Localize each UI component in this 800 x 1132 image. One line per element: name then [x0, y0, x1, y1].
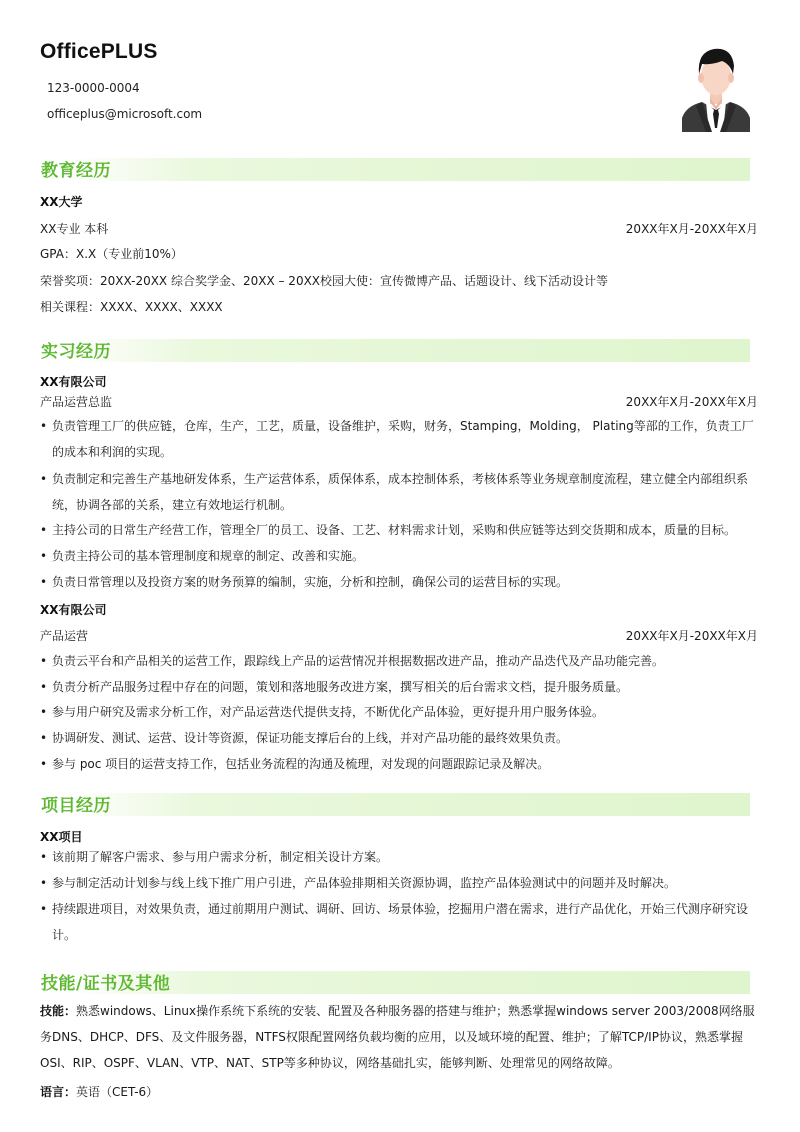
job-bullet: • 负责主持公司的基本管理制度和规章的制定、改善和实施。	[40, 543, 765, 569]
project-section-header	[40, 793, 750, 816]
job-bullet: • 负责管理工厂的供应链，仓库，生产，工艺，质量，设备维护，采购，财务，Stamping，Molding， Plating等部的工作，负责工厂的成本和利润的实现。	[40, 413, 765, 465]
job-bullet: • 主持公司的日常生产经营工作，管理全厂的员工、设备、工艺、材料需求计划，采购和供应链等达到交货期和成本，质量的目标。	[40, 517, 765, 543]
job-role: 产品运营总监	[40, 395, 113, 409]
project-title: 项目经历	[41, 796, 111, 816]
job-bullet: • 负责云平台和产品相关的运营工作，跟踪线上产品的运营情况并根据数据改进产品，推动产品迭代及产品功能完善。	[40, 648, 765, 674]
skills-label: 技能：	[40, 1004, 77, 1018]
project-bullet: • 持续跟进项目，对效果负责，通过前期用户测试、调研、回访、场景体验，挖掘用户潜在需求，进行产品优化，开始三代测序研究设计。	[40, 896, 765, 948]
education-title: 教育经历	[41, 161, 111, 181]
job-bullet: • 协调研发、测试、运营、设计等资源，保证功能支撑后台的上线，并对产品功能的最终效果负责。	[40, 725, 765, 751]
company-name: XX有限公司	[40, 603, 107, 617]
job-bullet: • 参与 poc 项目的运营支持工作，包括业务流程的沟通及梳理，对发现的问题跟踪记录及解决。	[40, 751, 765, 777]
skills-paragraph	[40, 998, 760, 1076]
resume-header	[40, 40, 760, 140]
honors: 荣誉奖项：20XX-20XX 综合奖学金、20XX – 20XX校园大使：宣传微博产品、话题设计、线下活动设计等	[40, 274, 609, 288]
project-bullet: • 参与制定活动计划参与线上线下推广用户引进，产品体验排期相关资源协调，监控产品体验测试中的问题并及时解决。	[40, 870, 765, 896]
language-label: 语言：	[40, 1085, 77, 1099]
gpa: GPA：X.X（专业前10%）	[40, 247, 183, 261]
job-bullet: • 负责日常管理以及投资方案的财务预算的编制，实施，分析和控制，确保公司的运营目标的实现。	[40, 569, 765, 595]
language-line	[40, 1083, 158, 1100]
avatar	[682, 40, 750, 132]
email-address: officeplus@microsoft.com	[47, 107, 203, 121]
job-date: 20XX年X月-20XX年X月	[625, 395, 758, 409]
language-text: 英语（CET-6）	[76, 1085, 159, 1099]
courses: 相关课程：XXXX、XXXX、XXXX	[40, 300, 223, 314]
job-date: 20XX年X月-20XX年X月	[625, 629, 758, 643]
school-name: XX大学	[40, 195, 83, 209]
education-section-header	[40, 158, 750, 181]
job-role: 产品运营	[40, 629, 89, 643]
skills-text: 熟悉windows、Linux操作系统下系统的安装、配置及各种服务器的搭建与维护；熟悉掌握windows server 2003/2008网络服务DNS、DHCP、DFS、及文件服务器，NTFS权限配置网络负载均衡的应用，以及域环境的配置、维护；了解TCP/IP协议，熟悉掌握OSI、RIP、OSPF、VLAN、VTP、NAT、STP等多种协议，网络基础扎实，能够判断、处理常见的网络故障。	[40, 1004, 755, 1070]
phone-number: 123-0000-0004	[47, 81, 140, 95]
project-name: XX项目	[40, 830, 83, 844]
candidate-name: OfficePLUS	[40, 40, 158, 63]
project-bullet: • 该前期了解客户需求、参与用户需求分析，制定相关设计方案。	[40, 844, 765, 870]
major-degree: XX专业 本科	[40, 222, 109, 236]
job-bullet: • 负责制定和完善生产基地研发体系，生产运营体系，质保体系，成本控制体系，考核体系等业务规章制度流程，建立健全内部组织系统，协调各部的关系，建立有效地运行机制。	[40, 466, 765, 518]
skills-title: 技能/证书及其他	[41, 974, 171, 994]
skills-section-header	[40, 971, 750, 994]
education-date: 20XX年X月-20XX年X月	[625, 222, 758, 236]
internship-title: 实习经历	[41, 342, 111, 362]
internship-section-header	[40, 339, 750, 362]
job-bullet: • 负责分析产品服务过程中存在的问题，策划和落地服务改进方案，撰写相关的后台需求文档，提升服务质量。	[40, 674, 765, 700]
company-name: XX有限公司	[40, 375, 107, 389]
job-bullet: • 参与用户研究及需求分析工作，对产品运营迭代提供支持，不断优化产品体验，更好提升用户服务体验。	[40, 699, 765, 725]
